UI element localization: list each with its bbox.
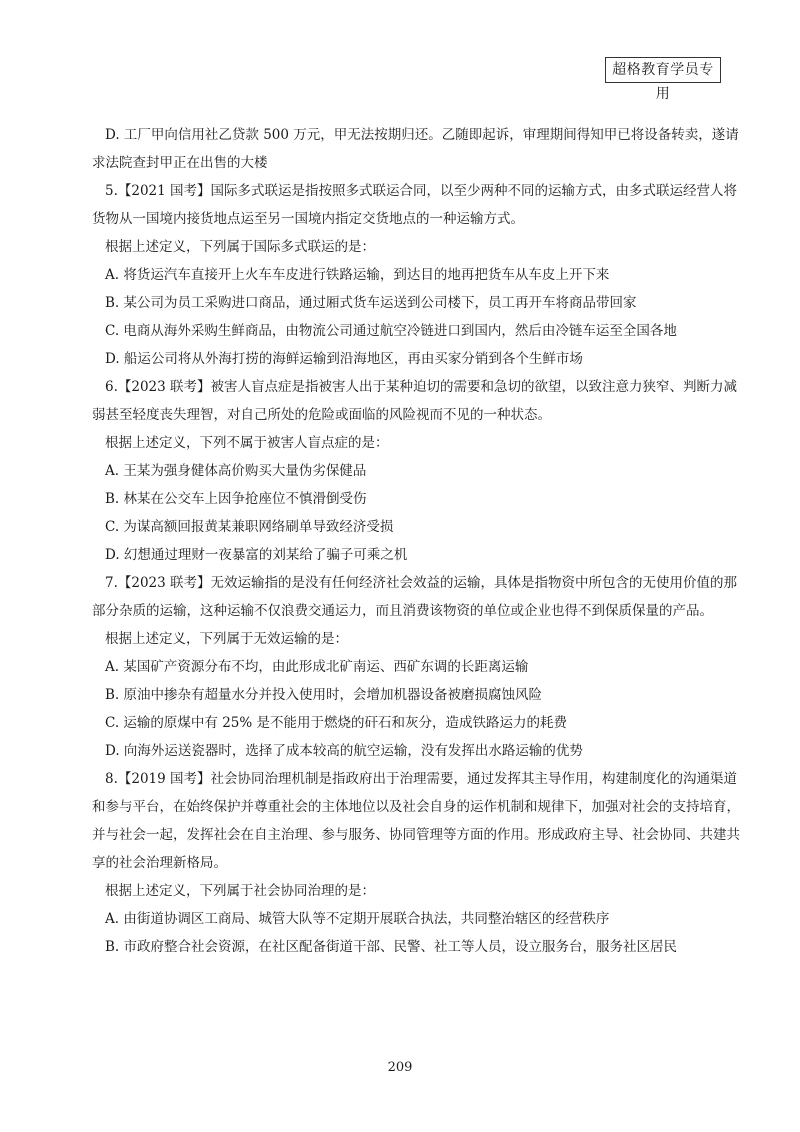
q6-stem-line1: 6.【2023 联考】被害人盲点症是指被害人出于某种迫切的需要和急切的欲望，以致注意力狭窄、判断力减 [105,379,738,395]
q7-option-c: C. 运输的原煤中有 25% 是不能用于燃烧的矸石和灰分，造成铁路运力的耗费 [105,715,568,731]
q8-stem-line4: 享的社会治理新格局。 [92,855,227,871]
page-number: 209 [387,1060,413,1075]
q6-option-d: D. 幻想通过理财一夜暴富的刘某给了骗子可乘之机 [105,547,408,563]
q7-option-b: B. 原油中掺杂有超量水分并投入使用时，会增加机器设备被磨损腐蚀风险 [105,687,543,703]
prev-option-d-line1: D. 工厂甲向信用社乙贷款 500 万元，甲无法按期归还。乙随即起诉，审理期间得知甲已将设备转卖，遂请 [105,127,739,143]
q7-stem-line2: 部分杂质的运输，这种运输不仅浪费交通运力，而且消费该物资的单位或企业也得不到保质保量的产品。 [92,603,713,619]
q6-option-b: B. 林某在公交车上因争抢座位不慎滑倒受伤 [105,491,367,507]
q7-prompt: 根据上述定义，下列属于无效运输的是： [105,631,348,647]
q5-prompt: 根据上述定义，下列属于国际多式联运的是： [105,239,375,255]
q5-option-c: C. 电商从海外采购生鲜商品，由物流公司通过航空冷链进口到国内，然后由冷链车运至全国各地 [105,323,677,339]
q6-option-c: C. 为谋高额回报黄某兼职网络刷单导致经济受损 [105,519,394,535]
q8-stem-line2: 和参与平台，在始终保护并尊重社会的主体地位以及社会自身的运作机制和规律下，加强对社会的支持培育， [92,799,740,815]
document-body [92,121,740,961]
q5-option-a: A. 将货运汽车直接开上火车车皮进行铁路运输，到达目的地再把货车从车皮上开下来 [105,267,610,283]
prev-option-d-line2: 求法院查封甲正在出售的大楼 [92,155,268,171]
q8-option-a: A. 由街道协调区工商局、城管大队等不定期开展联合执法，共同整治辖区的经营秩序 [105,911,610,927]
q7-option-d: D. 向海外运送瓷器时，选择了成本较高的航空运输，没有发挥出水路运输的优势 [105,743,583,759]
q5-option-b: B. 某公司为员工采购进口商品，通过厢式货车运送到公司楼下，员工再开车将商品带回家 [105,295,637,311]
q8-stem-line1: 8.【2019 国考】社会协同治理机制是指政府出于治理需要，通过发挥其主导作用，构建制度化的沟通渠道 [105,771,738,787]
q6-option-a: A. 王某为强身健体高价购买大量伪劣保健品 [105,463,367,479]
q5-stem-line2: 货物从一国境内接货地点运至另一国境内指定交货地点的一种运输方式。 [92,211,524,227]
q8-prompt: 根据上述定义，下列属于社会协同治理的是： [105,883,375,899]
q8-option-b: B. 市政府整合社会资源，在社区配备街道干部、民警、社工等人员，设立服务台，服务社区居民 [105,939,678,955]
q5-stem-line1: 5.【2021 国考】国际多式联运是指按照多式联运合同，以至少两种不同的运输方式，由多式联运经营人将 [105,183,738,199]
q7-stem-line1: 7.【2023 联考】无效运输指的是没有任何经济社会效益的运输，具体是指物资中所包含的无使用价值的那 [105,575,738,591]
q6-prompt: 根据上述定义，下列不属于被害人盲点症的是： [105,435,389,451]
q8-stem-line3: 并与社会一起，发挥社会在自主治理、参与服务、协同管理等方面的作用。形成政府主导、社会协同、共建共 [92,827,740,843]
q6-stem-line2: 弱甚至轻度丧失理智，对自己所处的危险或面临的风险视而不见的一种状态。 [92,407,551,423]
q5-option-d: D. 船运公司将从外海打捞的海鲜运输到沿海地区，再由买家分销到各个生鲜市场 [105,351,583,367]
q7-option-a: A. 某国矿产资源分布不均，由此形成北矿南运、西矿东调的长距离运输 [105,659,529,675]
header-badge: 超格教育学员专用 [605,57,721,83]
